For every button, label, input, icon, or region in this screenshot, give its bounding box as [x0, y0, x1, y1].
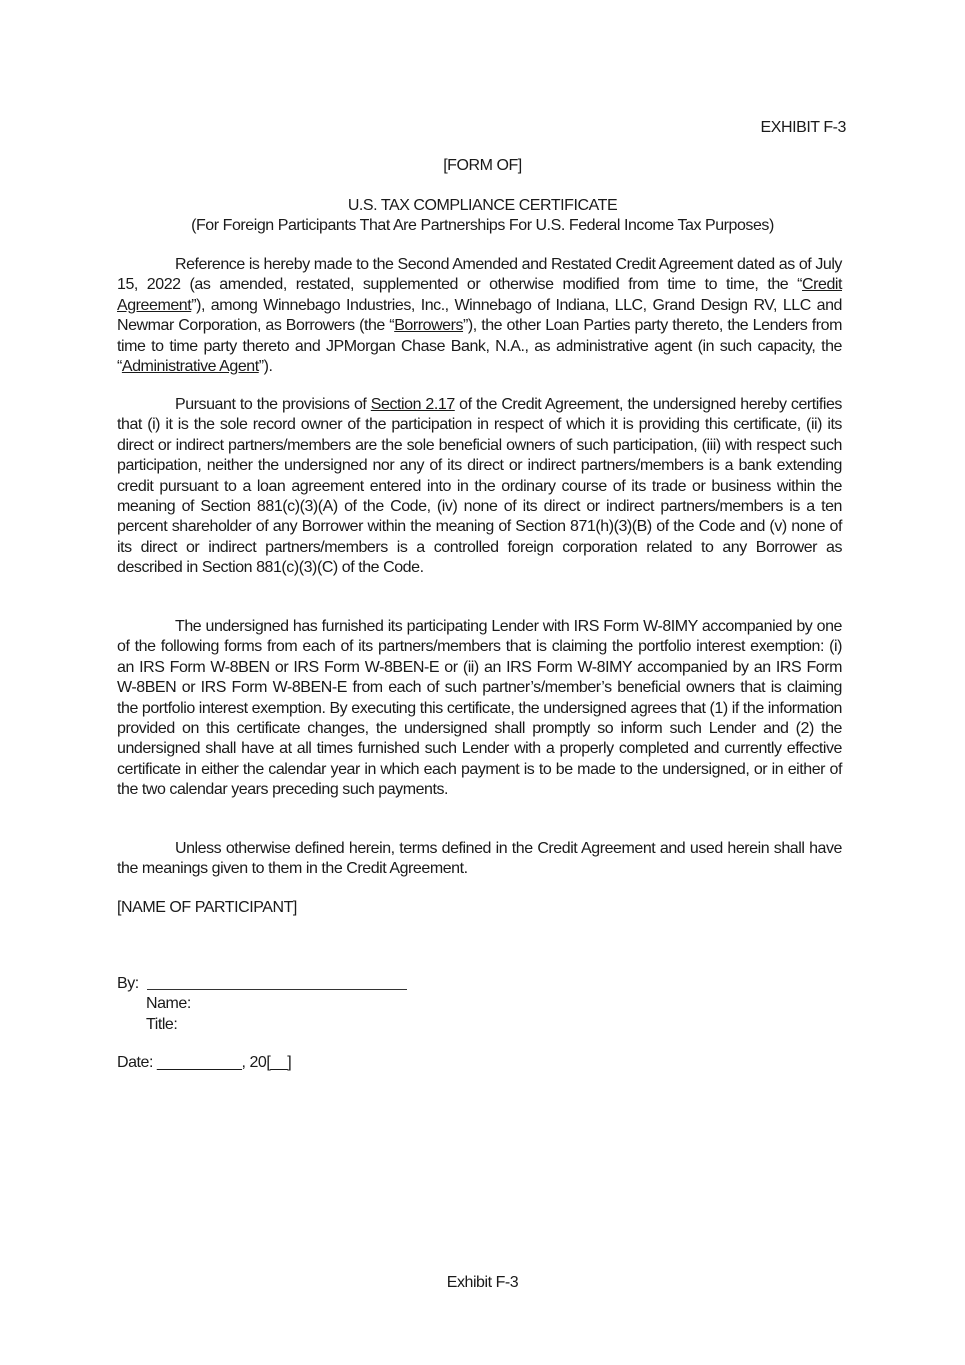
paragraph-certification-text-a: Pursuant to the provisions of — [175, 396, 371, 413]
paragraph-forms-text: The undersigned has furnished its participating Lender with IRS Form W-8IMY accompanied by one of the following forms from each of its partners/members that is claiming the portfolio interest exemption: (i) an IRS Form W-8BEN or IRS Form W-8BEN-E or (ii) an IRS Form W-8IMY accompanied by an IRS Form W-8BEN or IRS Form W-8BEN-E from each of such partner’s/member’s beneficial owners that is claiming the portfolio interest exemption. By executing this certificate, the undersigned agrees that (1) if the information provided on this certificate changes, the undersigned shall promptly so inform such Lender and (2) the undersigned shall have at all times furnished such Lender with a properly completed and currently effective certificate in either the calendar year in which each payment is to be made to the undersigned, or in either of the two calendar years preceding such payments. — [117, 618, 842, 799]
section-reference: Section 2.17 — [370, 396, 455, 413]
signature-by-label: By: — [117, 975, 139, 992]
paragraph-definitions-text: Unless otherwise defined herein, terms defined in the Credit Agreement and used herein shall have the meanings given to them in the Credit Agreement. — [117, 840, 842, 878]
certificate-title: U.S. TAX COMPLIANCE CERTIFICATE — [347, 197, 618, 214]
signature-line[interactable] — [147, 989, 407, 990]
defined-term-borrowers: Borrowers — [394, 317, 464, 335]
paragraph-certification — [117, 395, 842, 579]
form-of-heading: [FORM OF] — [443, 157, 522, 174]
signature-title-label: Title: — [146, 1016, 178, 1033]
paragraph-reference — [117, 255, 842, 377]
defined-term-credit-agreement: Credit Agreement — [117, 276, 842, 314]
participant-name: [NAME OF PARTICIPANT] — [117, 899, 297, 916]
signature-name-label: Name: — [146, 995, 191, 1012]
defined-term-administrative-agent: Administrative Agent — [121, 358, 259, 376]
paragraph-forms — [117, 617, 842, 801]
paragraph-reference-text-a: Reference is hereby made to the Second Amended and Restated Credit Agreement dated as of July 15, 2022 (as amended, restated, supplemented or otherwise modified from time to time, the “ — [117, 256, 842, 294]
certificate-subtitle: (For Foreign Participants That Are Partnerships For U.S. Federal Income Tax Purposes) — [191, 217, 774, 234]
date-line: Date: __________, 20[__] — [117, 1054, 292, 1071]
paragraph-reference-text-b: ”), among Winnebago Industries, Inc., Winnebago of Indiana, LLC, Grand Design RV, LLC and Newmar Corporation, as Borrowers (the “ — [117, 296, 842, 335]
page-footer: Exhibit F-3 — [446, 1274, 519, 1291]
paragraph-certification-text-b: of the Credit Agreement, the undersigned hereby certifies that (i) it is the sole record owner of the participation in respect of which it is providing this certificate, (ii) its direct or indirect partners/members are the sole beneficial owners of such participation, (iii) with respect such participation, neither the undersigned nor any of its direct or indirect partners/members is a bank extending credit pursuant to a loan agreement entered into in the ordinary course of its trade or business within the meaning of Section 881(c)(3)(A) of the Code, (iv) none of its direct or indirect partners/members is a ten percent shareholder of any Borrower within the meaning of Section 871(h)(3)(B) of the Code and (v) none of its direct or indirect partners/members is a controlled foreign corporation related to any Borrower as described in Section 881(c)(3)(C) of the Code. — [117, 396, 842, 577]
exhibit-label: EXHIBIT F-3 — [760, 119, 846, 136]
paragraph-reference-text-c: ”), the other Loan Parties party thereto, the Lenders from time to time party thereto and JPMorgan Chase Bank, N.A., as administrative agent (in such capacity, the “ — [117, 317, 842, 376]
paragraph-reference-text-d: ”). — [258, 358, 273, 376]
paragraph-definitions — [117, 839, 842, 880]
